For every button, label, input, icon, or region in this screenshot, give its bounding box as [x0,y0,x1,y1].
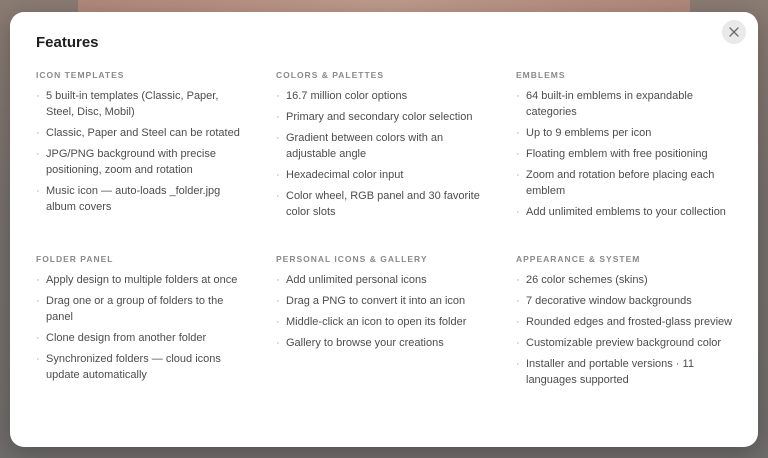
section-title: ICON TEMPLATES [36,70,125,80]
feature-item: · Add unlimited personal icons [276,272,486,288]
feature-item: · Color wheel, RGB panel and 30 favorite color slots [276,188,486,220]
section-appearance-system [516,254,736,434]
feature-item: · Drag a PNG to convert it into an icon [276,293,486,309]
section-colors-palettes [276,70,516,254]
feature-item: · 16.7 million color options [276,88,486,104]
section-title: EMBLEMS [516,70,566,80]
feature-item: · Synchronized folders — cloud icons update automatically [36,351,246,383]
section-title: FOLDER PANEL [36,254,114,264]
section-title: APPEARANCE & SYSTEM [516,254,641,264]
feature-list [36,88,276,215]
feature-item: · Drag one or a group of folders to the panel [36,293,246,325]
feature-item: · Rounded edges and frosted-glass preview [516,314,734,330]
close-icon [729,27,739,37]
features-modal [10,12,758,447]
feature-item: · Clone design from another folder [36,330,246,346]
section-emblems [516,70,736,254]
feature-item: · Up to 9 emblems per icon [516,125,734,141]
feature-item: · Classic, Paper and Steel can be rotated [36,125,246,141]
feature-list [276,272,516,351]
feature-item: · Middle-click an icon to open its folder [276,314,486,330]
feature-list [516,272,736,388]
feature-item: · Installer and portable versions · 11 languages supported [516,356,734,388]
feature-item: · JPG/PNG background with precise positioning, zoom and rotation [36,146,246,178]
section-title: PERSONAL ICONS & GALLERY [276,254,428,264]
feature-list [36,272,276,383]
feature-item: · Hexadecimal color input [276,167,486,183]
feature-item: · Gradient between colors with an adjustable angle [276,130,486,162]
feature-list [276,88,516,220]
feature-item: · Add unlimited emblems to your collection [516,204,734,220]
feature-item: · 26 color schemes (skins) [516,272,734,288]
feature-list [516,88,736,220]
modal-title: Features [36,34,99,51]
feature-item: · 7 decorative window backgrounds [516,293,734,309]
feature-item: · Apply design to multiple folders at once [36,272,246,288]
feature-item: · Gallery to browse your creations [276,335,486,351]
features-grid [36,70,736,434]
feature-item: · 5 built-in templates (Classic, Paper, Steel, Disc, Mobil) [36,88,246,120]
feature-item: · Zoom and rotation before placing each emblem [516,167,734,199]
feature-item: · Floating emblem with free positioning [516,146,734,162]
section-title: COLORS & PALETTES [276,70,384,80]
section-folder-panel [36,254,276,434]
feature-item: · 64 built-in emblems in expandable categories [516,88,734,120]
close-button[interactable] [722,20,746,44]
feature-item: · Music icon — auto-loads _folder.jpg album covers [36,183,246,215]
feature-item: · Primary and secondary color selection [276,109,486,125]
section-icon-templates [36,70,276,254]
section-personal-icons-gallery [276,254,516,434]
feature-item: · Customizable preview background color [516,335,734,351]
backdrop [78,0,690,12]
